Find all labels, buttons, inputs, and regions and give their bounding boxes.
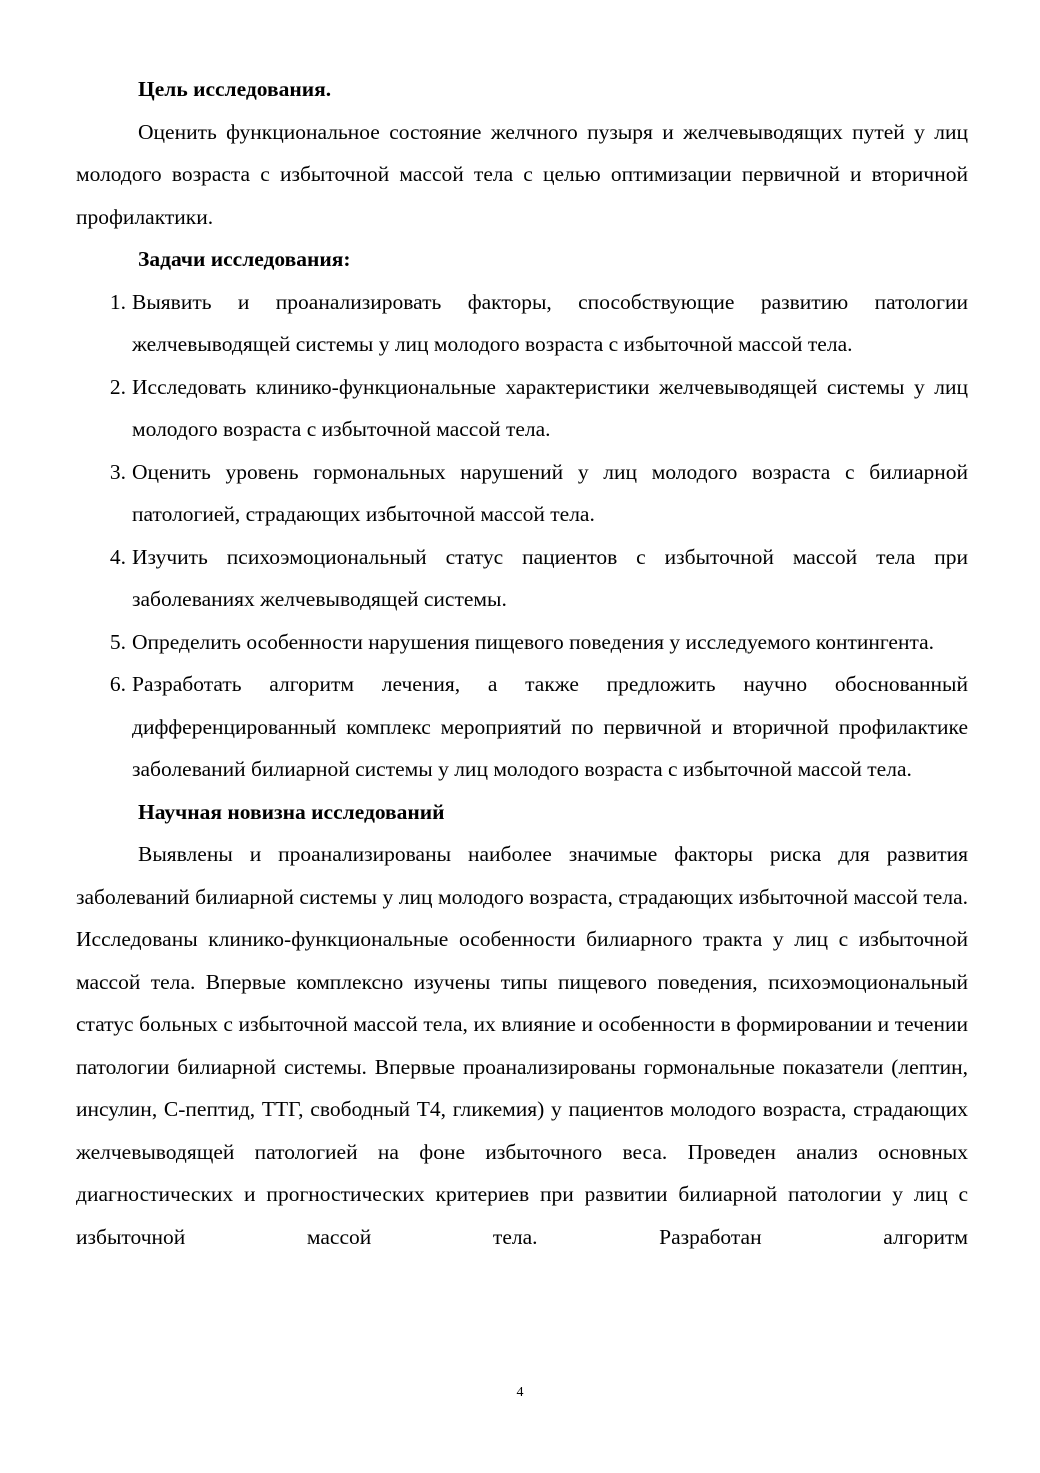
section-heading-novelty: Научная новизна исследований <box>138 799 445 824</box>
list-item <box>76 536 968 621</box>
section-heading-goal: Цель исследования. <box>138 77 332 101</box>
novelty-paragraph: Выявлены и проанализированы наиболее значимые факторы риска для развития заболеваний билиарной системы у лиц молодого возраста, страдающих избыточной массой тела. Исследованы клинико-функциональные особенности билиарного тракта у лиц с избыточной массой тела. Впервые комплексно изучены типы пищевого поведения, психоэмоциональный статус больных с избыточной массой тела, их влияние и особенности в формировании и течении патологии билиарной системы. Впервые проанализированы гормональные показатели (лептин, инсулин, С-пептид, ТТГ, свободный Т4, гликемия) у пациентов молодого возраста, страдающих желчевыводящей патологией на фоне избыточного веса. Проведен анализ основных диагностических и прогностических критериев при развитии билиарной патологии у лиц с избыточной массой тела. Разработан алгоритм <box>76 842 968 1249</box>
list-item-number: 5. <box>109 629 126 654</box>
list-item-text: Определить особенности нарушения пищевого поведения у исследуемого контингента. <box>132 629 935 654</box>
list-item-text: Выявить и проанализировать факторы, способствующие развитию патологии желчевыводящей системы у лиц молодого возраста с избыточной массой тела. <box>132 289 968 356</box>
tasks-list <box>76 281 968 791</box>
list-item-text: Оценить уровень гормональных нарушений у лиц молодого возраста с билиарной патологией, страдающих избыточной массой тела. <box>132 459 968 526</box>
list-item <box>76 366 968 451</box>
list-item-number: 6. <box>109 672 126 696</box>
list-item-text: Исследовать клинико-функциональные характеристики желчевыводящей системы у лиц молодого возраста с избыточной массой тела. <box>132 374 968 441</box>
document-page <box>76 68 968 1258</box>
list-item <box>76 281 968 366</box>
list-item-number: 4. <box>109 544 126 569</box>
list-item <box>76 451 968 536</box>
list-item-text: Изучить психоэмоциональный статус пациентов с избыточной массой тела при заболеваниях желчевыводящей системы. <box>132 544 968 611</box>
list-item-number: 2. <box>109 374 126 399</box>
list-item <box>76 621 968 664</box>
list-item-number: 1. <box>109 289 126 314</box>
list-item-text: Разработать алгоритм лечения, а также предложить научно обоснованный дифференцированный комплекс мероприятий по первичной и вторичной профилактике заболеваний билиарной системы у лиц молодого возраста с избыточной массой тела. <box>132 672 968 781</box>
list-item-number: 3. <box>109 459 126 484</box>
goal-paragraph: Оценить функциональное состояние желчного пузыря и желчевыводящих путей у лиц молодого возраста с избыточной массой тела с целью оптимизации первичной и вторичной профилактики. <box>76 119 968 229</box>
page-number: 4 <box>516 1385 524 1400</box>
list-item <box>76 663 968 791</box>
section-heading-tasks: Задачи исследования: <box>138 247 351 271</box>
